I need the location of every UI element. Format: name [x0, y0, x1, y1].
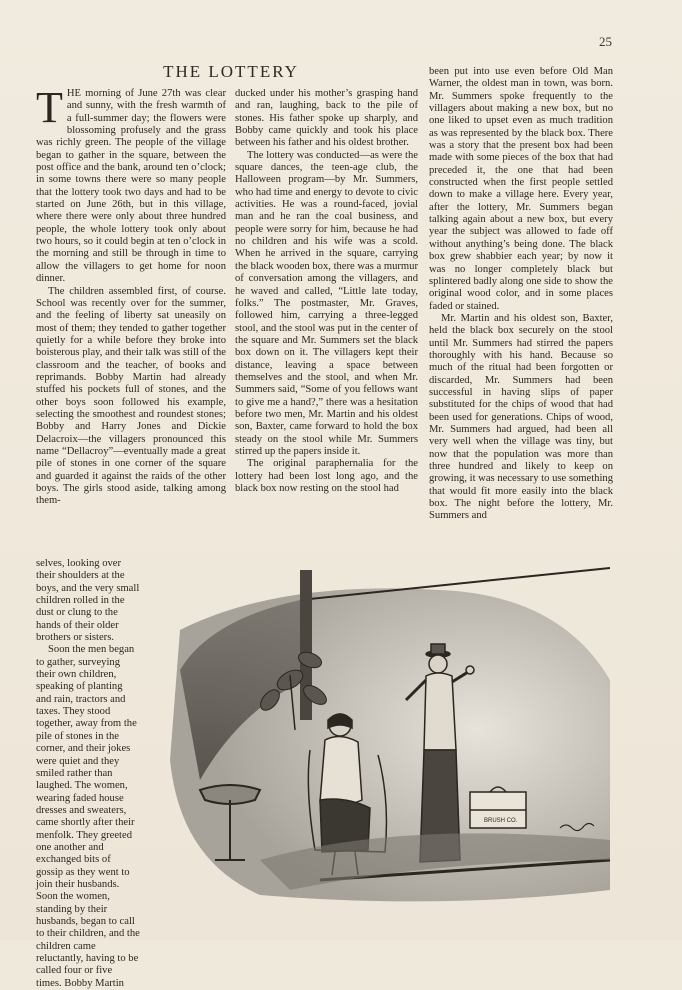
paragraph-2-continued: selves, looking over their shoulders at the boys, and the very small children rolled in the dust or clung to the hands of their older brothers or sisters.	[36, 558, 140, 644]
column-2-paragraph-1: ducked under his mother’s grasping hand and ran, laughing, back to the pile of stones. His father spoke up sharply, and Bobby came quickly and took his place between his father and his oldest brother.	[235, 88, 418, 149]
text-column-2	[235, 88, 418, 558]
ink-illustration	[140, 560, 620, 920]
text-column-1-narrow	[36, 558, 140, 989]
column-2-paragraph-2: The lottery was conducted—as were the square dances, the teen-age club, the Halloween program—by Mr. Summers, who had time and energy to devote to civic activities. He was a round-faced, jovial man and he ran the coal business, and people were sorry for him, because he had no children and his wife was a scold. When he arrived in the square, carrying the black wooden box, there was a murmur of conversation among the villagers, and he waved and called, “Little late today, folks.” The postmaster, Mr. Graves, followed him, carrying a three-legged stool, and the stool was put in the center of the square and Mr. Summers set the black box down on it. The villagers kept their distance, leaving a space between themselves and the stool, and when Mr. Summers said, “Some of you fellows want to give me a hand?,” there was a hesitation before two men, Mr. Martin and his oldest son, Baxter, came forward to hold the box steady on the stool while Mr. Summers stirred up the papers inside it.	[235, 149, 418, 457]
column-3-paragraph-1: been put into use even before Old Man Warner, the oldest man in town, was born. Mr. Summers spoke frequently to the villagers about making a new box, but no one liked to upset even as much tradition as was represented by the black box. There was a story that the present box had been made with some pieces of the box that had preceded it, the one that had been constructed when the first people settled down to make a village here. Every year, after the lottery, Mr. Summers began talking again about a new box, but every year the subject was allowed to fade off without anything’s being done. The black box grew shabbier each year; by now it was no longer completely black but splintered badly along one side to show the original wood color, and in some places faded or stained.	[429, 66, 613, 312]
paragraph-1	[36, 83, 226, 286]
column-3-paragraph-2: Mr. Martin and his oldest son, Baxter, held the black box securely on the stool until Mr. Summers had stirred the papers thoroughly with his hand. Because so much of the ritual had been forgotten or discarded, Mr. Summers had been successful in having slips of paper substituted for the chips of wood that had been used for generations. Chips of wood, Mr. Summers had argued, had been all very well when the village was tiny, but now that the population was more than three hundred and likely to keep on growing, it was necessary to use something that would fit more easily into the black box. The night before the lottery, Mr. Summers and	[429, 312, 613, 522]
drop-cap: T	[36, 83, 63, 132]
text-column-3	[429, 66, 613, 562]
paragraph-3: Soon the men began to gather, surveying their own children, speaking of planting and rain, tractors and taxes. They stood together, away from the pile of stones in the corner, and their jokes were quiet and they smiled rather than laughed. The women, wearing faded house dresses and sweaters, came shortly after their menfolk. They greeted one another and exchanged bits of gossip as they went to join their husbands. Soon the women, standing by their husbands, began to call to their children, and the children came reluctantly, having to be called four or five times. Bobby Martin	[36, 644, 140, 989]
story-title: THE LOTTERY	[163, 62, 299, 81]
paragraph-1-text: HE morning of June 27th was clear and sunny, with the fresh warmth of a full-summer day; the flowers were blossoming profusely and the grass was richly green. The people of the village began to gather in the square, between the post office and the bank, around ten o’clock; in some towns there were so many people that the lottery took two days and had to be started on June 26th, but in this village, where there were only about three hundred people, the whole lottery took only about two hours, so it could begin at ten o’clock in the morning and still be through in time to allow the villagers to get home for noon dinner.	[36, 88, 226, 285]
suitcase-label: BRUSH CO.	[484, 818, 518, 824]
text-column-1	[36, 83, 226, 558]
paragraph-2: The children assembled first, of course. School was recently over for the summer, and the feeling of liberty sat uneasily on most of them; they tended to gather together quietly for a while before they broke into boisterous play, and their talk was still of the classroom and the teacher, of books and reprimands. Bobby Martin had already stuffed his pockets full of stones, and the other boys soon followed his example, selecting the smoothest and roundest stones; Bobby and Harry Jones and Dickie Delacroix—the villagers pronounced this name “Dellacroy”—eventually made a great pile of stones in one corner of the square and guarded it against the raids of the other boys. The girls stood aside, talking among them-	[36, 285, 226, 507]
column-2-paragraph-3: The original paraphernalia for the lottery had been lost long ago, and the black box now resting on the stool had	[235, 458, 418, 494]
page-number: 25	[599, 34, 612, 49]
